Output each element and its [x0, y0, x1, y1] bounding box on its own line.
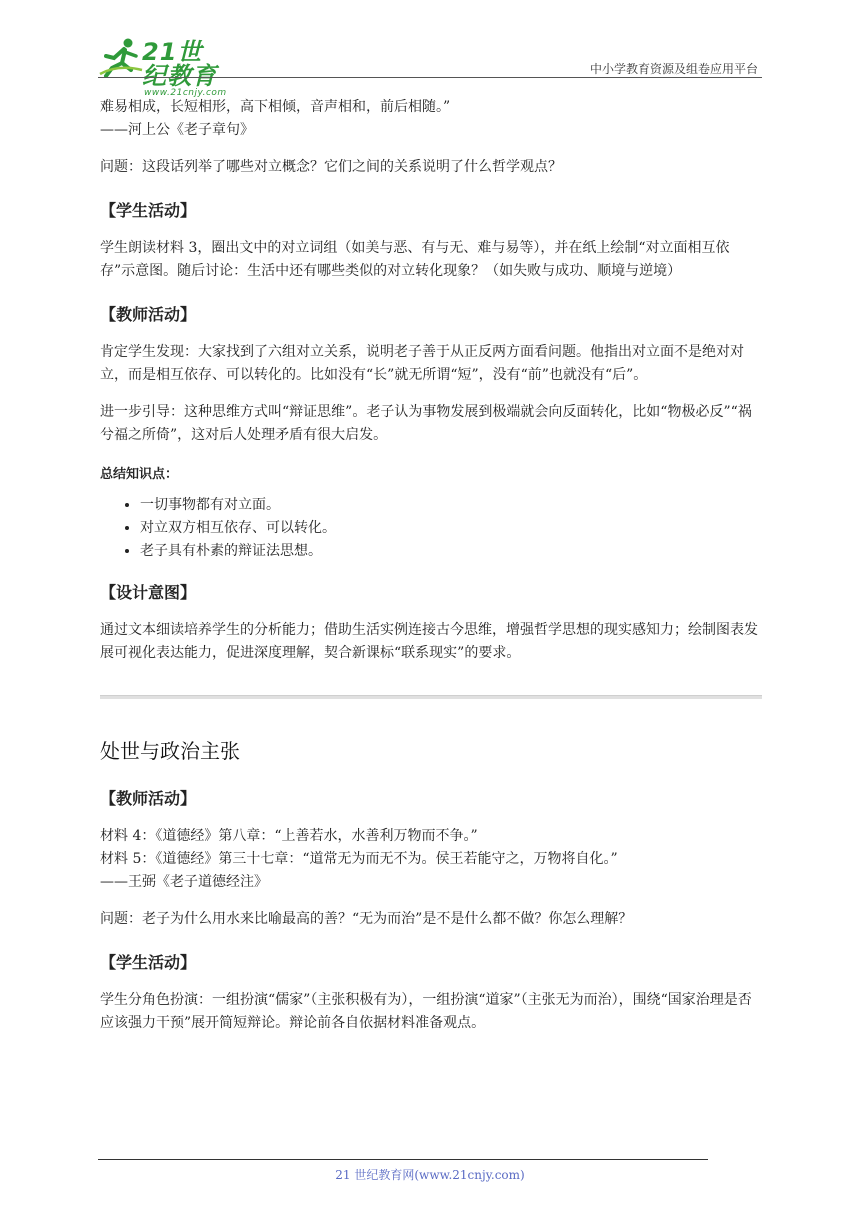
teacher-activity-heading-2: 【教师活动】 [100, 789, 197, 808]
footer-link[interactable]: 21 世纪教育网(www.21cnjy.com) [335, 1168, 525, 1182]
site-logo[interactable] [98, 36, 227, 98]
logo-title: 21世纪教育 [142, 38, 217, 90]
material-source: ——王弼《老子道德经注》 [100, 874, 268, 890]
document-body [100, 96, 762, 1035]
quote-line: 难易相成，长短相形，高下相倾，音声相和，前后相随。” [100, 99, 451, 115]
summary-list [100, 494, 762, 563]
list-item: • 老子具有朴素的辩证法思想。 [140, 540, 762, 563]
teacher-activity-paragraph-2: 进一步引导：这种思维方式叫“辩证思维”。老子认为事物发展到极端就会向反面转化，比如“物极必反”“祸兮福之所倚”，这对后人处理矛盾有很大启发。 [100, 404, 752, 443]
running-figure-icon [98, 36, 144, 78]
student-activity-heading-2: 【学生活动】 [100, 953, 197, 972]
student-activity-heading-1: 【学生活动】 [100, 201, 197, 220]
student-activity-text-1: 学生朗读材料 3，圈出文中的对立词组（如美与恶、有与无、难与易等），并在纸上绘制“对立面相互依存”示意图。随后讨论：生活中还有哪些类似的对立转化现象？（如失败与成功、顺境与逆境） [100, 240, 730, 279]
page-header [98, 30, 762, 98]
teacher-activity-heading-1: 【教师活动】 [100, 305, 197, 324]
section-title: 处世与政治主张 [100, 739, 240, 763]
material-5: 材料 5：《道德经》第三十七章：“道常无为而无不为。侯王若能守之，万物将自化。” [100, 851, 618, 867]
student-activity-text-2: 学生分角色扮演：一组扮演“儒家”（主张积极有为），一组扮演“道家”（主张无为而治），围绕“国家治理是否应该强力干预”展开简短辩论。辩论前各自依据材料准备观点。 [100, 992, 752, 1031]
design-intent-heading: 【设计意图】 [100, 583, 197, 602]
question-2: 问题：老子为什么用水来比喻最高的善？“无为而治”是不是什么都不做？你怎么理解？ [100, 911, 633, 927]
list-item: • 一切事物都有对立面。 [140, 494, 762, 517]
platform-name: 中小学教育资源及组卷应用平台 [589, 62, 758, 76]
quote-source: ——河上公《老子章句》 [100, 122, 254, 138]
logo-url: www.21cnjy.com [144, 88, 227, 98]
summary-title: 总结知识点： [100, 467, 179, 482]
material-4: 材料 4：《道德经》第八章：“上善若水，水善利万物而不争。” [100, 828, 478, 844]
question-1: 问题：这段话列举了哪些对立概念？它们之间的关系说明了什么哲学观点？ [100, 159, 562, 175]
design-intent-text: 通过文本细读培养学生的分析能力；借助生活实例连接古今思维，增强哲学思想的现实感知力；绘制图表发展可视化表达能力，促进深度理解，契合新课标“联系现实”的要求。 [100, 622, 758, 661]
list-item: • 对立双方相互依存、可以转化。 [140, 517, 762, 540]
teacher-activity-paragraph-1: 肯定学生发现：大家找到了六组对立关系，说明老子善于从正反两方面看问题。他指出对立面不是绝对对立，而是相互依存、可以转化的。比如没有“长”就无所谓“短”，没有“前”也就没有“后”。 [100, 344, 744, 383]
footer-divider [98, 1159, 708, 1160]
header-divider [98, 77, 762, 78]
